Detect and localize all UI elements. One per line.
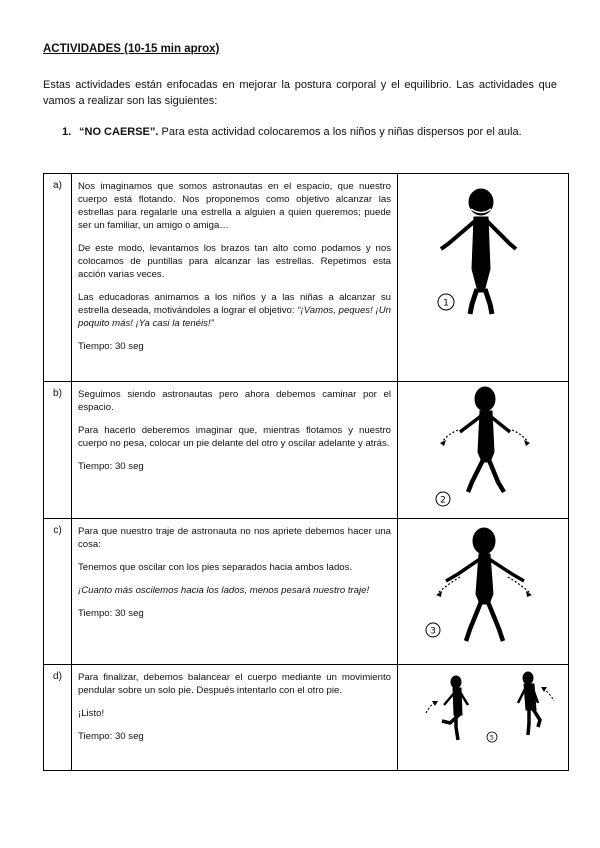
row-paragraph: ¡Listo! [78, 708, 105, 719]
row-paragraph: ¡Cuanto más oscilemos hacia los lados, menos pesará nuestro traje! [78, 585, 370, 596]
row-label: c) [44, 519, 72, 665]
row-paragraph: Para hacerlo deberemos imaginar que, mientras flotamos y nuestro cuerpo no pesa, colocar un pie delante del otro y oscilar adelante y atrás. [78, 425, 391, 449]
row-illustration-cell [398, 665, 569, 771]
row-paragraph: Nos imaginamos que somos astronautas en el espacio, que nuestro cuerpo está flotando. Nos proponemos como objetivo alcanzar las estrellas para regalarle una estrella a alguien a quien queremos; puede ser un familiar, un amigo o amiga… [78, 181, 391, 231]
item-number: 1. [62, 126, 72, 138]
motivation-quote: “¡Vamos, peques! ¡Un poquito más! ¡Ya casi la tenéis!” [78, 305, 391, 329]
figure-pendulum-illustration [398, 665, 568, 771]
table-row [44, 665, 569, 771]
table-row [44, 174, 569, 382]
table-row [44, 382, 569, 519]
section-heading: ACTIVIDADES (10-15 min aprox) [43, 43, 220, 55]
activities-table [43, 173, 569, 771]
row-paragraph: De este modo, levantamos los brazos tan alto como podamos y nos colocamos de puntillas para alcanzar las estrellas. Repetimos esta acción varias veces. [78, 243, 391, 280]
row-paragraph: Para que nuestro traje de astronauta no nos apriete debemos hacer una cosa: [78, 526, 391, 550]
figure-arms-raised-illustration [398, 174, 568, 382]
item-title: “NO CAERSE”. [79, 126, 159, 138]
figure-number: 1 [443, 298, 449, 309]
row-time: Tiempo: 30 seg [78, 731, 144, 742]
figure-walking-illustration [398, 382, 568, 519]
row-text [72, 174, 398, 382]
figure-number: 3 [430, 626, 436, 637]
table-row [44, 519, 569, 665]
row-label: b) [44, 382, 72, 519]
row-paragraph: Para finalizar, debemos balancear el cuerpo mediante un movimiento pendular sobre un solo pie. Después intentarlo con el otro pie. [78, 672, 391, 696]
row-paragraph-text: Las educadoras animamos a los niños y a las niñas a alcanzar su estrella deseada, motivándoles a lograr el objetivo: [78, 292, 391, 316]
row-paragraph [78, 291, 391, 330]
row-illustration-cell [398, 519, 569, 665]
row-paragraph: Tenemos que oscilar con los pies separados hacia ambos lados. [78, 562, 353, 573]
row-label: d) [44, 665, 72, 771]
row-text [72, 665, 398, 771]
row-time: Tiempo: 30 seg [78, 608, 144, 619]
figure-swaying-illustration [398, 519, 568, 665]
row-illustration-cell [398, 174, 569, 382]
figure-number: 2 [440, 495, 446, 506]
row-label: a) [44, 174, 72, 382]
figure-number: 5 [489, 733, 495, 742]
intro-paragraph: Estas actividades están enfocadas en mejorar la postura corporal y el equilibrio. Las actividades que vamos a realizar son las siguientes: [43, 79, 557, 107]
item-body [79, 124, 557, 140]
row-text [72, 382, 398, 519]
row-paragraph: Seguimos siendo astronautas pero ahora debemos caminar por el espacio. [78, 389, 391, 413]
row-illustration-cell [398, 382, 569, 519]
row-time: Tiempo: 30 seg [78, 341, 144, 352]
item-text: Para esta actividad colocaremos a los niños y niñas dispersos por el aula. [161, 126, 522, 138]
row-text [72, 519, 398, 665]
row-time: Tiempo: 30 seg [78, 461, 144, 472]
